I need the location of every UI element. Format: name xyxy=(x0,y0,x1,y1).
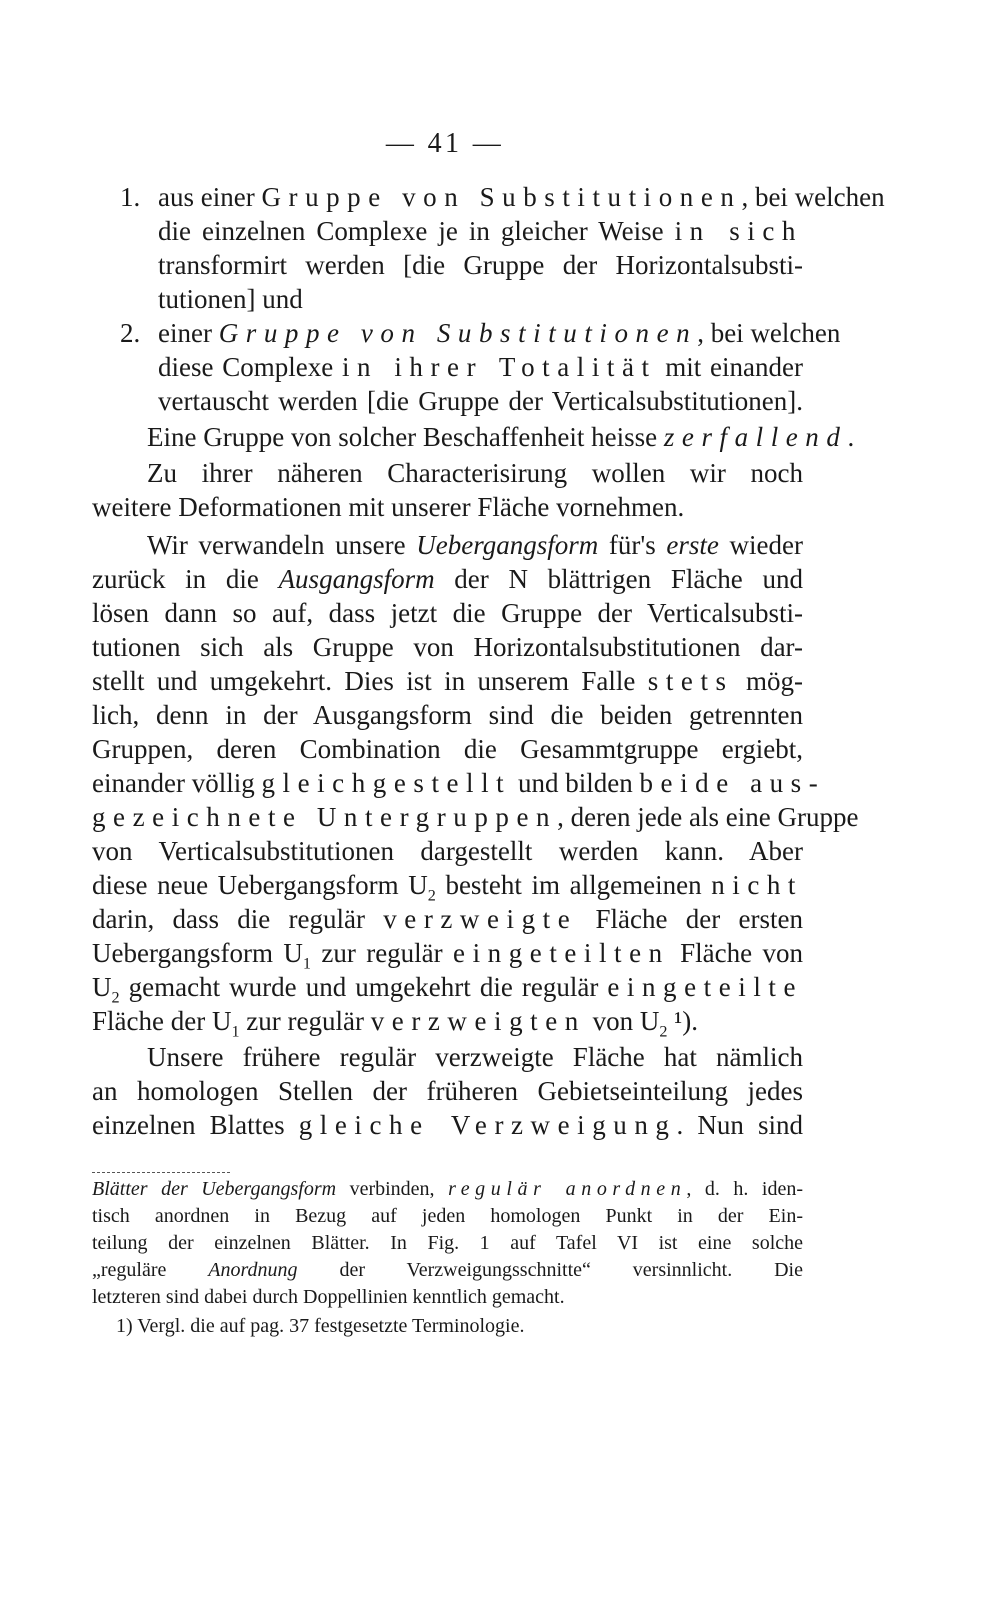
spaced-text: verzweigten xyxy=(370,1006,586,1036)
spaced-text: eingeteilten xyxy=(453,938,670,968)
list-item-2-line-1: einer Gruppe von Substitutionen, bei welchen xyxy=(158,318,841,348)
footnote-rule xyxy=(92,1172,230,1173)
para2-line-3: lösen dann so auf, dass jetzt die Gruppe der Verticalsubsti- xyxy=(92,598,803,628)
list-item-1-line-3: transformirt werden [die Gruppe der Horizontalsubsti- xyxy=(158,250,803,280)
para2-line-2: zurück in die Ausgangsform der N blättrigen Fläche und xyxy=(92,564,803,594)
para2-line-8: einander völlig gleichgestellt und bilden beide aus- xyxy=(92,768,826,798)
list-item-2-line-2: diese Complexe in ihrer Totalität mit einander xyxy=(158,352,803,382)
para2-line-6: lich, denn in der Ausgangsform sind die beiden getrennten xyxy=(92,700,803,730)
spaced-text: gleichgestellt xyxy=(261,768,512,798)
para2-line-11: diese neue Uebergangsform $U_2$ besteht im allgemeinen nicht xyxy=(92,870,803,905)
spaced-text: in ihrer Totalität xyxy=(341,352,657,382)
para2-line-10: von Verticalsubstitutionen dargestellt werden kann. Aber xyxy=(92,836,803,866)
page-number: — 41 — xyxy=(385,128,505,159)
para2-line-15: Fläche der $U_1$ zur regulär verzweigten von $U_2$ ¹). xyxy=(92,1006,699,1041)
para3-line-3: einzelnen Blattes gleiche Verzweigung. Nun sind xyxy=(92,1110,803,1140)
footnote-line-3: teilung der einzelnen Blätter. In Fig. 1 auf Tafel VI ist eine solche xyxy=(92,1232,803,1254)
list-item-1-line-1: aus einer Gruppe von Substitutionen, bei welchen xyxy=(158,182,885,212)
spaced-text: stets xyxy=(647,666,734,696)
spaced-text: Gruppe von Substitutionen xyxy=(218,318,698,348)
spaced-text: regulär anordnen xyxy=(448,1178,687,1200)
para1-line-2: Zu ihrer näheren Characterisirung wollen wir noch xyxy=(147,458,803,488)
spaced-text: eingeteilte xyxy=(607,972,803,1002)
para2-line-5: stellt und umgekehrt. Dies ist in unserem Falle stets mög- xyxy=(92,666,803,696)
list-item-1-number: 1. xyxy=(120,182,141,212)
spaced-text: verzweigte xyxy=(383,904,578,934)
spaced-text: Gruppe von Substitutionen xyxy=(261,182,742,212)
spaced-text: in sich xyxy=(674,216,803,246)
footnote-1: 1) Vergl. die auf pag. 37 festgesetzte Terminologie. xyxy=(116,1315,525,1337)
spaced-text: nicht xyxy=(711,870,803,900)
para2-line-12: darin, dass die regulär verzweigte Fläche der ersten xyxy=(92,904,803,934)
para2-line-9: gezeichnete Untergruppen, deren jede als eine Gruppe xyxy=(92,802,859,832)
list-item-1-line-2: die einzelnen Complexe je in gleicher Weise in sich xyxy=(158,216,803,246)
para2-line-4: tutionen sich als Gruppe von Horizontalsubstitutionen dar- xyxy=(92,632,803,662)
para2-line-7: Gruppen, deren Combination die Gesammtgruppe ergiebt, xyxy=(92,734,803,764)
list-item-2-number: 2. xyxy=(120,318,141,348)
footnote-line-5: letzteren sind dabei durch Doppellinien kenntlich gemacht. xyxy=(92,1286,565,1308)
list-item-2-line-3: vertauscht werden [die Gruppe der Verticalsubstitutionen]. xyxy=(158,386,803,416)
spaced-text: beide aus- xyxy=(639,768,826,798)
spaced-text: zerfallend xyxy=(663,422,848,452)
para1-line-3: weitere Deformationen mit unserer Fläche vornehmen. xyxy=(92,492,685,522)
para3-line-2: an homologen Stellen der früheren Gebietseinteilung jedes xyxy=(92,1076,803,1106)
footnote-line-1: Blätter der Uebergangsform verbinden, regulär anordnen, d. h. iden- xyxy=(92,1178,803,1200)
para2-line-1: Wir verwandeln unsere Uebergangsform für's erste wieder xyxy=(147,530,803,560)
spaced-text: gezeichnete Untergruppen xyxy=(92,802,558,832)
para2-line-13: Uebergangsform $U_1$ zur regulär eingeteilten Fläche von xyxy=(92,938,803,973)
para2-line-14: $U_2$ gemacht wurde und umgekehrt die regulär eingeteilte xyxy=(92,972,803,1007)
footnote-line-2: tisch anordnen in Bezug auf jeden homologen Punkt in der Ein- xyxy=(92,1205,803,1227)
list-item-1-line-4: tutionen] und xyxy=(158,284,303,314)
spaced-text: gleiche Verzweigung xyxy=(298,1110,677,1140)
footnote-line-4: „reguläre Anordnung der Verzweigungsschnitte“ versinnlicht. Die xyxy=(92,1259,803,1281)
para3-line-1: Unsere frühere regulär verzweigte Fläche hat nämlich xyxy=(147,1042,803,1072)
para1-line-1: Eine Gruppe von solcher Beschaffenheit heisse zerfallend. xyxy=(147,422,855,452)
